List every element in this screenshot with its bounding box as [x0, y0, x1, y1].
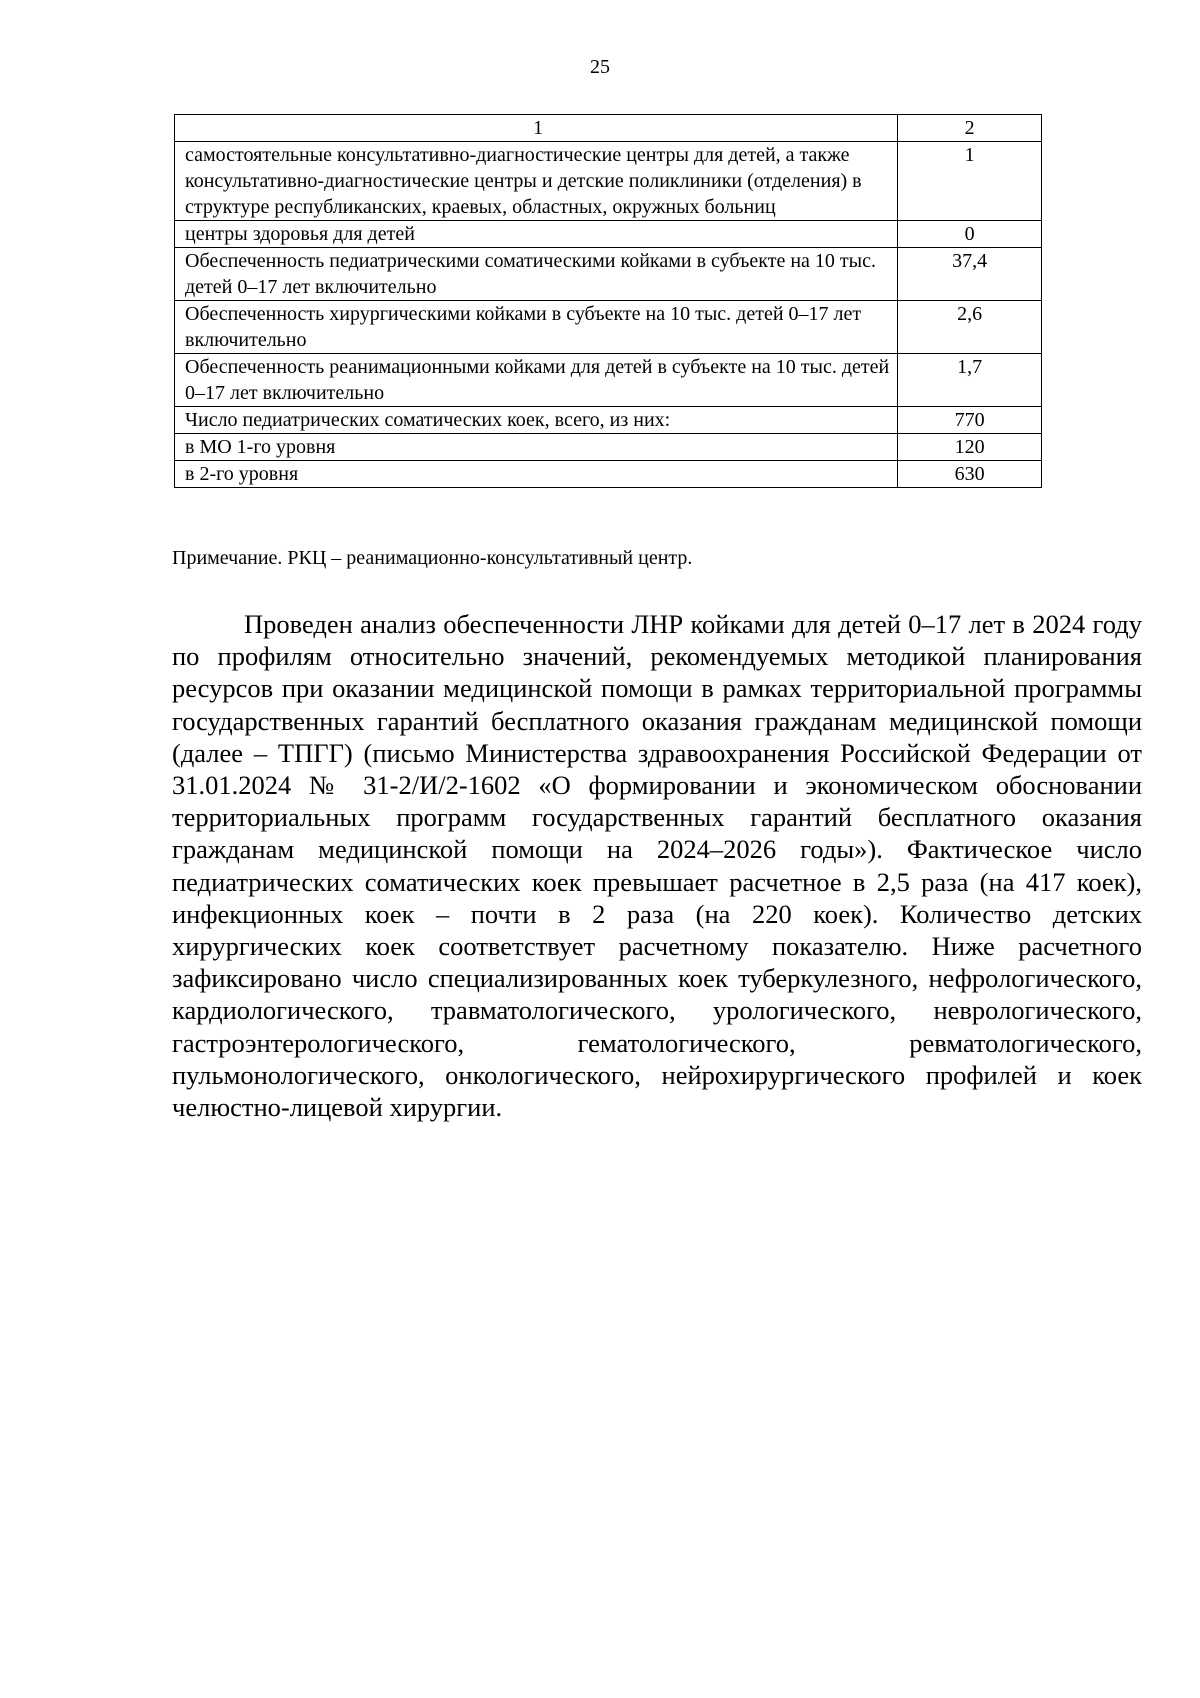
page-number: 25	[590, 56, 610, 78]
table-cell-label: самостоятельные консультативно-диагностические центры для детей, а также консультативно-диагностические центры и детские поликлиники (отделения) в структуре республиканских, краевых, областных, окружных больниц	[175, 142, 898, 221]
table-row	[175, 248, 1042, 301]
table-row	[175, 434, 1042, 461]
table-cell-label: Обеспеченность хирургическими койками в субъекте на 10 тыс. детей 0–17 лет включительно	[175, 301, 898, 354]
table-row	[175, 354, 1042, 407]
table-row	[175, 221, 1042, 248]
table-header-cell: 2	[898, 115, 1042, 142]
table-cell-value: 770	[898, 407, 1042, 434]
body-paragraph: Проведен анализ обеспеченности ЛНР койками для детей 0–17 лет в 2024 году по профилям относительно значений, рекомендуемых методикой планирования ресурсов при оказании медицинской помощи в рамках территориальной программы государственных гарантий бесплатного оказания гражданам медицинской помощи (далее – ТПГГ) (письмо Министерства здравоохранения Российской Федерации от 31.01.2024 № 31-2/И/2-1602 «О формировании и экономическом обосновании территориальных программ государственных гарантий бесплатного оказания гражданам медицинской помощи на 2024–2026 годы»). Фактическое число педиатрических соматических коек превышает расчетное в 2,5 раза (на 417 коек), инфекционных коек – почти в 2 раза (на 220 коек). Количество детских хирургических коек соответствует расчетному показателю. Ниже расчетного зафиксировано число специализированных коек туберкулезного, нефрологического, кардиологического, травматологического, урологического, неврологического, гастроэнтерологического, гематологического, ревматологического, пульмонологического, онкологического, нейрохирургического профилей и коек челюстно-лицевой хирургии.	[172, 609, 1142, 1123]
table-row	[175, 301, 1042, 354]
data-table	[174, 114, 1042, 488]
table-cell-label: в 2-го уровня	[175, 461, 898, 488]
table-cell-label: Число педиатрических соматических коек, всего, из них:	[175, 407, 898, 434]
table-cell-value: 1	[898, 142, 1042, 221]
table-row	[175, 142, 1042, 221]
table-cell-label: Обеспеченность реанимационными койками для детей в субъекте на 10 тыс. детей 0–17 лет включительно	[175, 354, 898, 407]
table-cell-value: 1,7	[898, 354, 1042, 407]
table-cell-label: в МО 1-го уровня	[175, 434, 898, 461]
table-cell-value: 120	[898, 434, 1042, 461]
table-cell-value: 0	[898, 221, 1042, 248]
table-cell-value: 2,6	[898, 301, 1042, 354]
table-cell-label: Обеспеченность педиатрическими соматическими койками в субъекте на 10 тыс. детей 0–17 лет включительно	[175, 248, 898, 301]
table-row	[175, 461, 1042, 488]
table-cell-label: центры здоровья для детей	[175, 221, 898, 248]
table-row	[175, 407, 1042, 434]
table-header-row	[175, 115, 1042, 142]
table-cell-value: 37,4	[898, 248, 1042, 301]
table-header-cell: 1	[175, 115, 898, 142]
table-cell-value: 630	[898, 461, 1042, 488]
table-note: Примечание. РКЦ – реанимационно-консультативный центр.	[172, 547, 693, 569]
